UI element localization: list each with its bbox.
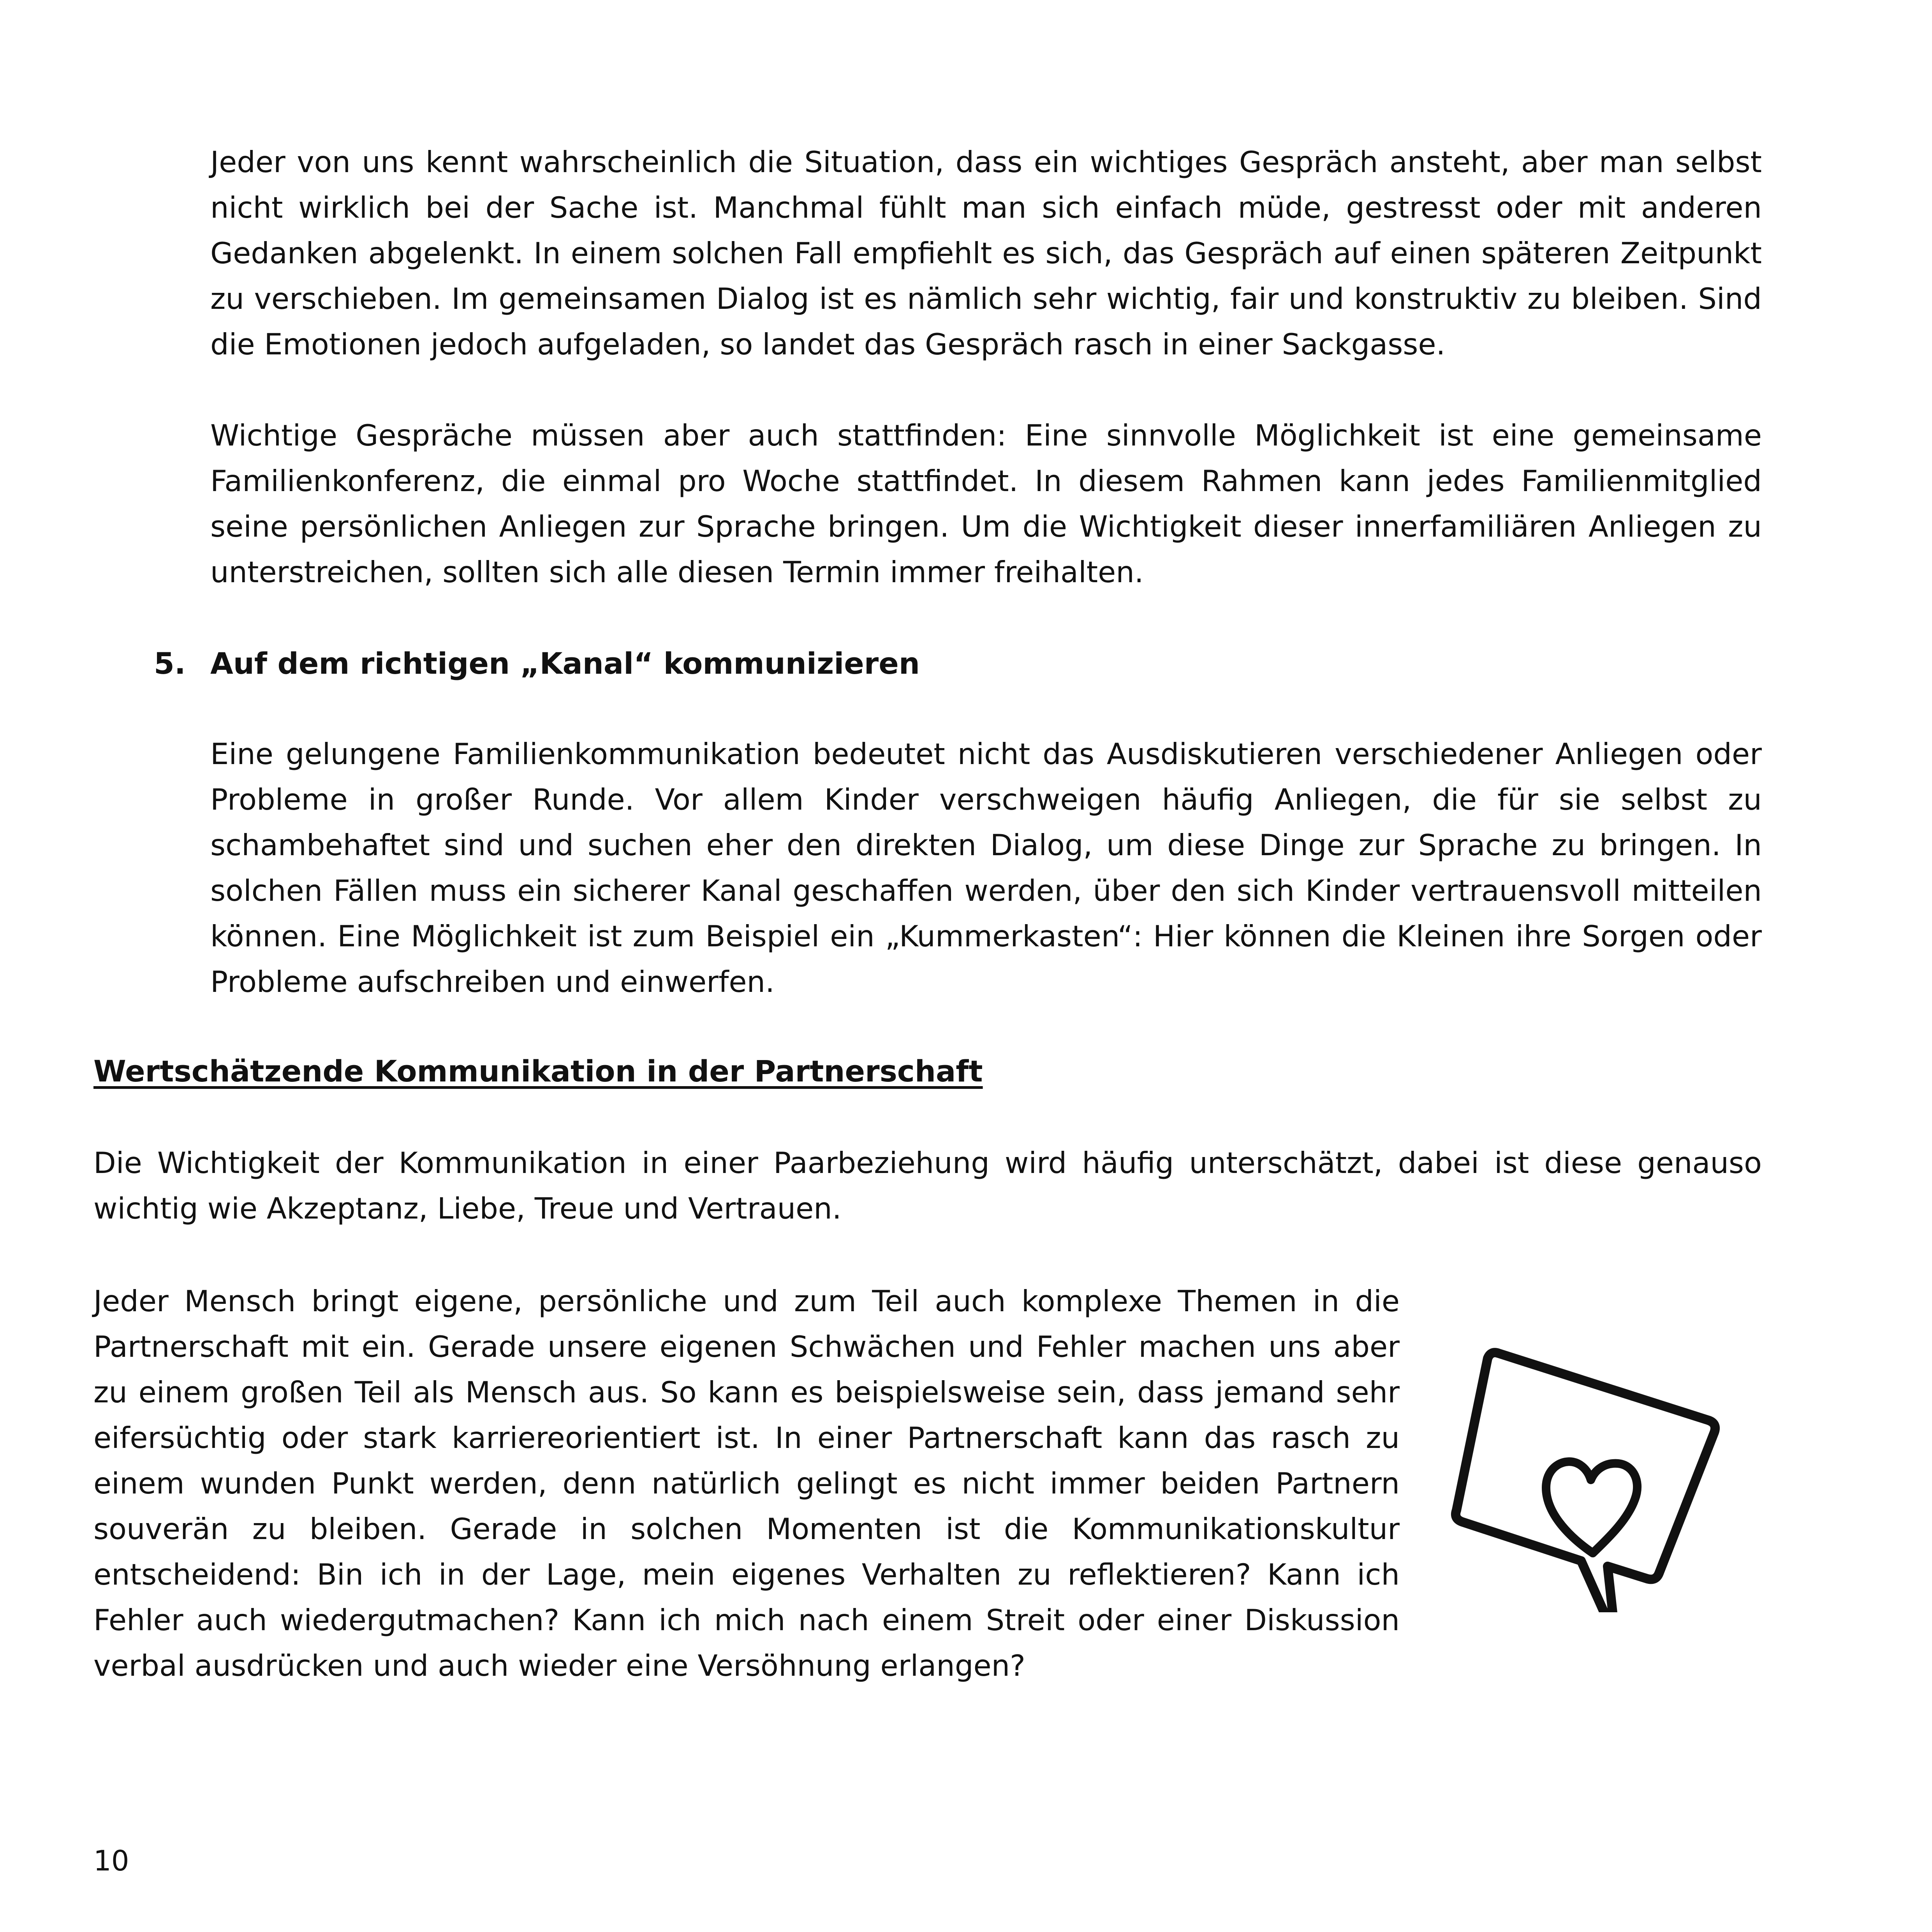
speech-bubble-outline bbox=[1456, 1353, 1715, 1612]
paragraph-family-conference: Wichtige Gespräche müssen aber auch stattfinden: Eine sinnvolle Möglichkeit ist eine gemeinsame Familienkonferenz, die einmal pro Woche stattfindet. In diesem Rahmen kann jedes Familienmitglied seine persönlichen Anliegen zur Sprache bringen. Um die Wichtigkeit dieser innerfamiliären Anliegen zu unterstreichen, sollten sich alle diesen Termin immer freihalten. bbox=[210, 418, 1762, 589]
paragraph-partnership-topics: Jeder Mensch bringt eigene, persönliche und zum Teil auch komplexe Themen in die Partnerschaft mit ein. Gerade unsere eigenen Schwächen und Fehler machen uns aber zu einem großen Teil als Mensch aus. So kann es beispielsweise sein, dass jemand sehr eifersüchtig oder stark karriereorientiert ist. In einer Partnerschaft kann das rasch zu einem wunden Punkt werden, denn natürlich gelingt es nicht immer beiden Partnern souverän zu bleiben. Gerade in solchen Momenten ist die Kommunikationskultur entscheidend: Bin ich in der Lage, mein eigenes Verhalten zu reflektieren? Kann ich Fehler auch wiedergutmachen? Kann ich mich nach einem Streit oder einer Diskussion verbal ausdrücken und auch wieder eine Versöhnung erlangen? bbox=[93, 1284, 1400, 1683]
page-number: 10 bbox=[93, 1844, 129, 1877]
list-item-number: 5. bbox=[154, 646, 186, 681]
speech-bubble-heart-icon bbox=[1449, 1340, 1729, 1612]
paragraph-communication-importance: Die Wichtigkeit der Kommunikation in einer Paarbeziehung wird häufig unterschätzt, dabei ist diese genauso wichtig wie Akzeptanz, Liebe, Treue und Vertrauen. bbox=[93, 1146, 1762, 1226]
paragraph-right-channel: Eine gelungene Familienkommunikation bedeutet nicht das Ausdiskutieren verschiedener Anliegen oder Probleme in großer Runde. Vor allem Kinder verschweigen häufig Anliegen, die für sie selbst zu schambehaftet sind und suchen eher den direkten Dialog, um diese Dinge zur Sprache zu bringen. In solchen Fällen muss ein sicherer Kanal geschaffen werden, über den sich Kinder vertrauensvoll mitteilen können. Eine Möglichkeit ist zum Beispiel ein „Kummerkasten“: Hier können die Kleinen ihre Sorgen oder Probleme aufschreiben und einwerfen. bbox=[210, 737, 1762, 999]
heart-icon bbox=[1546, 1462, 1637, 1553]
paragraph-postpone-conversation: Jeder von uns kennt wahrscheinlich die Situation, dass ein wichtiges Gespräch ansteht, aber man selbst nicht wirklich bei der Sache ist. Manchmal fühlt man sich einfach müde, gestresst oder mit anderen Gedanken abgelenkt. In einem solchen Fall empfiehlt es sich, das Gespräch auf einen späteren Zeitpunkt zu verschieben. Im gemeinsamen Dialog ist es nämlich sehr wichtig, fair und konstruktiv zu bleiben. Sind die Emotionen jedoch aufgeladen, so landet das Gespräch rasch in einer Sackgasse. bbox=[210, 145, 1762, 361]
list-item-title: Auf dem richtigen „Kanal“ kommunizieren bbox=[210, 646, 920, 681]
section-heading: Wertschätzende Kommunikation in der Partnerschaft bbox=[93, 1054, 983, 1088]
list-item-heading bbox=[154, 641, 1634, 686]
